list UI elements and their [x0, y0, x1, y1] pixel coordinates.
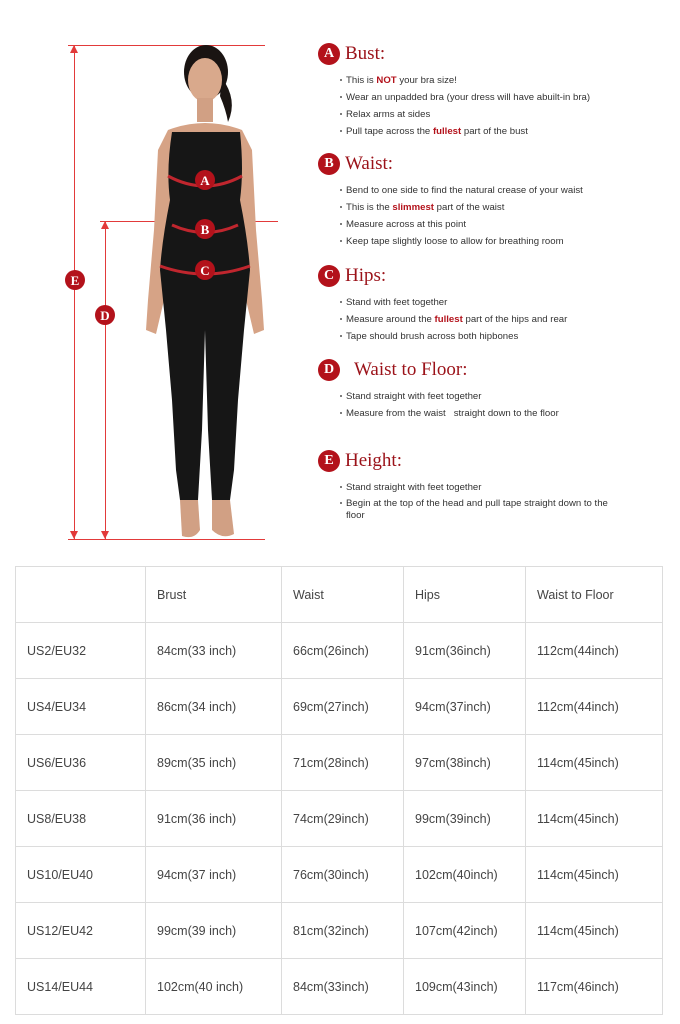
- legend-waist-to-floor-marker: D: [318, 359, 340, 381]
- legend-height-marker: E: [318, 450, 340, 472]
- marker-c: C: [195, 260, 215, 280]
- marker-d: D: [95, 305, 115, 325]
- hips-cell: 97cm(38inch): [404, 735, 526, 791]
- legend-waist-heading: [318, 152, 583, 176]
- waist-cell: 74cm(29inch): [282, 791, 404, 847]
- legend-waist: [318, 152, 583, 250]
- waist-to-floor-cell: 112cm(44inch): [526, 679, 663, 735]
- waist-to-floor-cell: 114cm(45inch): [526, 903, 663, 959]
- legend-bust-title: Bust:: [345, 43, 386, 64]
- bust-cell: 91cm(36 inch): [146, 791, 282, 847]
- waist-to-floor-cell: 114cm(45inch): [526, 735, 663, 791]
- bust-cell: 102cm(40 inch): [146, 959, 282, 1015]
- table-header-row: [16, 567, 663, 623]
- legend-waist-to-floor-title: Waist to Floor:: [354, 359, 468, 380]
- hips-cell: 94cm(37inch): [404, 679, 526, 735]
- bullet: Measure across at this point: [318, 216, 583, 233]
- hips-cell: 99cm(39inch): [404, 791, 526, 847]
- legend-waist-to-floor: [318, 358, 559, 422]
- waist-cell: 76cm(30inch): [282, 847, 404, 903]
- legend-height: [318, 449, 616, 522]
- bust-cell: 84cm(33 inch): [146, 623, 282, 679]
- table-row: [16, 959, 663, 1015]
- marker-b: B: [195, 219, 215, 239]
- header-cell: Hips: [404, 567, 526, 623]
- bullet: Stand straight with feet together: [318, 479, 616, 496]
- size-cell: US10/EU40: [16, 847, 146, 903]
- table-row: [16, 679, 663, 735]
- bullet: Measure around the fullest part of the hips and rear: [318, 311, 567, 328]
- legend-hips-heading: [318, 264, 567, 288]
- waist-cell: 84cm(33inch): [282, 959, 404, 1015]
- marker-e: E: [65, 270, 85, 290]
- legend-hips: [318, 264, 567, 345]
- table-row: [16, 847, 663, 903]
- bullet: Tape should brush across both hipbones: [318, 328, 567, 345]
- hips-cell: 109cm(43inch): [404, 959, 526, 1015]
- bullet: Keep tape slightly loose to allow for breathing room: [318, 233, 583, 250]
- bullet: Pull tape across the fullest part of the bust: [318, 123, 590, 140]
- bullet: Stand with feet together: [318, 294, 567, 311]
- waist-cell: 66cm(26inch): [282, 623, 404, 679]
- size-cell: US8/EU38: [16, 791, 146, 847]
- legend-hips-marker: C: [318, 265, 340, 287]
- size-cell: US12/EU42: [16, 903, 146, 959]
- bullet: This is the slimmest part of the waist: [318, 199, 583, 216]
- measurement-figure: [0, 0, 300, 560]
- waist-to-floor-cell: 114cm(45inch): [526, 791, 663, 847]
- header-cell: Waist to Floor: [526, 567, 663, 623]
- bust-cell: 94cm(37 inch): [146, 847, 282, 903]
- marker-a: A: [195, 170, 215, 190]
- model-silhouette: [0, 0, 300, 560]
- legend-waist-to-floor-heading: [318, 358, 559, 382]
- header-cell: [16, 567, 146, 623]
- header-cell: Waist: [282, 567, 404, 623]
- legend-height-title: Height:: [345, 450, 402, 471]
- hips-cell: 107cm(42inch): [404, 903, 526, 959]
- hips-cell: 91cm(36inch): [404, 623, 526, 679]
- legend-height-heading: [318, 449, 616, 473]
- hips-cell: 102cm(40inch): [404, 847, 526, 903]
- bust-cell: 89cm(35 inch): [146, 735, 282, 791]
- legend-bust-marker: A: [318, 43, 340, 65]
- bullet: Wear an unpadded bra (your dress will have abuilt-in bra): [318, 89, 590, 106]
- bullet: Begin at the top of the head and pull tape straight down to the floor: [318, 496, 616, 522]
- waist-to-floor-cell: 114cm(45inch): [526, 847, 663, 903]
- bullet: Stand straight with feet together: [318, 388, 559, 405]
- waist-cell: 81cm(32inch): [282, 903, 404, 959]
- legend-waist-marker: B: [318, 153, 340, 175]
- legend-hips-title: Hips:: [345, 265, 387, 286]
- waist-cell: 71cm(28inch): [282, 735, 404, 791]
- header-cell: Brust: [146, 567, 282, 623]
- waist-cell: 69cm(27inch): [282, 679, 404, 735]
- bullet: Measure from the waist straight down to the floor: [318, 405, 559, 422]
- bullet: Bend to one side to find the natural crease of your waist: [318, 182, 583, 199]
- legend-waist-title: Waist:: [345, 153, 394, 174]
- waist-to-floor-cell: 112cm(44inch): [526, 623, 663, 679]
- bullet: This is NOT your bra size!: [318, 72, 590, 89]
- bullet: Relax arms at sides: [318, 106, 590, 123]
- bust-cell: 99cm(39 inch): [146, 903, 282, 959]
- waist-to-floor-cell: 117cm(46inch): [526, 959, 663, 1015]
- legend-bust-heading: [318, 42, 590, 66]
- size-cell: US6/EU36: [16, 735, 146, 791]
- legend-bust: [318, 42, 590, 140]
- size-cell: US14/EU44: [16, 959, 146, 1015]
- table-row: [16, 735, 663, 791]
- size-cell: US2/EU32: [16, 623, 146, 679]
- size-cell: US4/EU34: [16, 679, 146, 735]
- table-row: [16, 791, 663, 847]
- size-table: [15, 566, 663, 1015]
- table-row: [16, 623, 663, 679]
- table-row: [16, 903, 663, 959]
- bust-cell: 86cm(34 inch): [146, 679, 282, 735]
